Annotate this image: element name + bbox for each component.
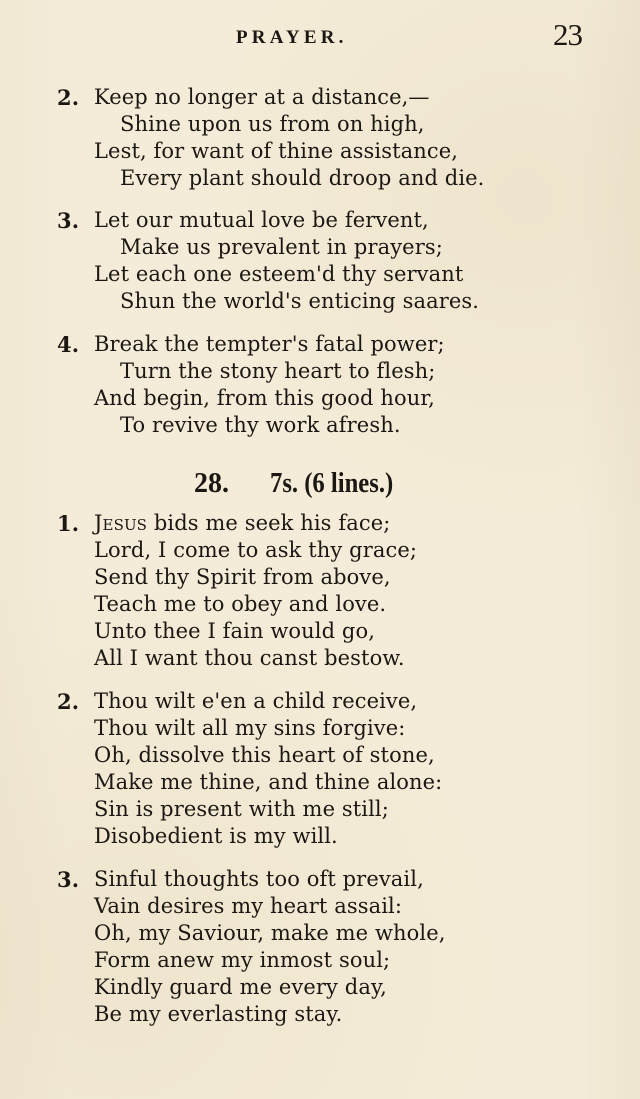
stanza-line	[57, 947, 597, 974]
verse-line: All I want thou canst bestow.	[94, 646, 405, 670]
stanza-line	[57, 331, 597, 358]
stanza-line	[57, 564, 597, 591]
verse-line: Sinful thoughts too oft prevail,	[94, 867, 424, 891]
hymn-number: 28.	[194, 468, 229, 499]
verse-line	[94, 510, 390, 537]
stanza-line	[57, 138, 597, 165]
verse-line: Teach me to obey and love.	[94, 592, 387, 616]
hymn-stanza-1	[57, 510, 597, 672]
stanza-number: 4.	[57, 332, 80, 357]
stanza-line	[57, 645, 597, 672]
stanza-line	[57, 385, 597, 412]
stanza-line	[57, 111, 597, 138]
stanza-line	[57, 769, 597, 796]
stanza-number: 2.	[57, 85, 80, 110]
first-word-smallcaps: Jesus	[94, 511, 148, 535]
stanza-number: 3.	[57, 867, 80, 892]
hymn-stanza-2	[57, 688, 597, 850]
stanza-line	[57, 412, 597, 439]
prayer-stanza-3	[57, 207, 597, 315]
verse-line: Form anew my inmost soul;	[94, 948, 391, 972]
stanza-line	[57, 742, 597, 769]
prayer-stanza-4	[57, 331, 597, 439]
stanza-line	[57, 974, 597, 1001]
stanza-number: 3.	[57, 208, 80, 233]
verse-line: Lest, for want of thine assistance,	[94, 139, 459, 163]
stanza-line	[57, 1001, 597, 1028]
stanza-line	[57, 510, 597, 537]
hymn-heading	[194, 466, 410, 502]
stanza-line	[57, 537, 597, 564]
stanza-line	[57, 893, 597, 920]
running-head: PRAYER.	[236, 27, 348, 48]
stanza-line	[57, 358, 597, 385]
stanza-line	[57, 84, 597, 111]
stanza-line	[57, 618, 597, 645]
stanza-line	[57, 823, 597, 850]
hymn-meter: 7s. (6 lines.)	[270, 468, 394, 499]
verse-line: And begin, from this good hour,	[94, 386, 435, 410]
verse-line: Turn the stony heart to flesh;	[120, 359, 436, 383]
verse-line: Shun the world's enticing saares.	[120, 289, 480, 313]
stanza-number: 2.	[57, 689, 80, 714]
verse-line: Disobedient is my will.	[94, 824, 338, 848]
first-line-rest: bids me seek his face;	[147, 511, 391, 535]
page-number: 23	[553, 17, 582, 52]
verse-line: Keep no longer at a distance,—	[94, 85, 430, 109]
verse-line: To revive thy work afresh.	[120, 413, 401, 437]
verse-line: Thou wilt all my sins forgive:	[94, 716, 406, 740]
stanza-number: 1.	[57, 511, 80, 536]
verse-line: Every plant should droop and die.	[120, 166, 485, 190]
verse-line: Let each one esteem'd thy servant	[94, 262, 464, 286]
verse-line: Vain desires my heart assail:	[94, 894, 403, 918]
stanza-line	[57, 165, 597, 192]
verse-line: Thou wilt e'en a child receive,	[94, 689, 418, 713]
stanza-line	[57, 591, 597, 618]
verse-line: Make us prevalent in prayers;	[120, 235, 443, 259]
verse-line: Unto thee I fain would go,	[94, 619, 375, 643]
prayer-stanza-2	[57, 84, 597, 192]
verse-line: Break the tempter's fatal power;	[94, 332, 445, 356]
stanza-line	[57, 234, 597, 261]
stanza-line	[57, 261, 597, 288]
stanza-line	[57, 796, 597, 823]
stanza-line	[57, 920, 597, 947]
stanza-line	[57, 715, 597, 742]
verse-line: Send thy Spirit from above,	[94, 565, 391, 589]
verse-line: Let our mutual love be fervent,	[94, 208, 429, 232]
verse-line: Oh, my Saviour, make me whole,	[94, 921, 446, 945]
verse-line: Kindly guard me every day,	[94, 975, 387, 999]
verse-line: Oh, dissolve this heart of stone,	[94, 743, 435, 767]
verse-line: Shine upon us from on high,	[120, 112, 425, 136]
stanza-line	[57, 688, 597, 715]
verse-line: Sin is present with me still;	[94, 797, 389, 821]
stanza-line	[57, 288, 597, 315]
hymn-stanza-3	[57, 866, 597, 1028]
verse-line: Lord, I come to ask thy grace;	[94, 538, 418, 562]
stanza-line	[57, 866, 597, 893]
verse-line: Be my everlasting stay.	[94, 1002, 343, 1026]
stanza-line	[57, 207, 597, 234]
verse-line: Make me thine, and thine alone:	[94, 770, 443, 794]
